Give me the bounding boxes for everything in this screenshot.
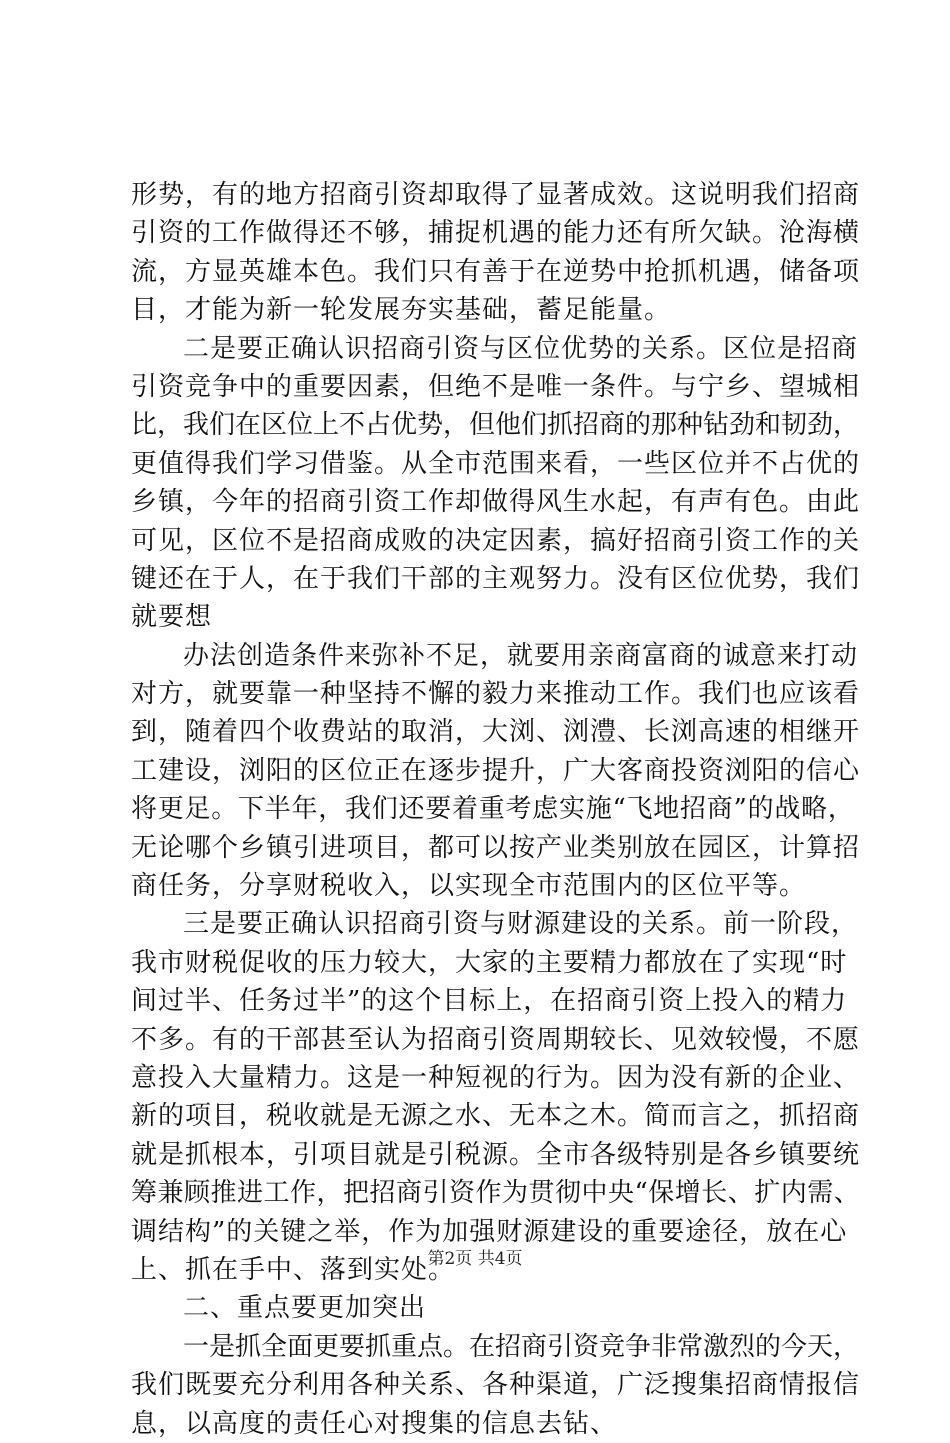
text-line: 就要想 xyxy=(131,602,213,633)
text-line: 比，我们在区位上不占优势，但他们抓招商的那种钻劲和韧劲， xyxy=(131,410,860,441)
text-line: 到，随着四个收费站的取消，大浏、浏澧、长浏高速的相继开 xyxy=(131,717,861,748)
text-line: 三是要正确认识招商引资与财源建设的关系。前一阶段， xyxy=(183,909,859,940)
text-line: 引资的工作做得还不够，捕捉机遇的能力还有所欠缺。沧海横 xyxy=(131,218,861,249)
text-line: 引资竞争中的重要因素，但绝不是唯一条件。与宁乡、望城相 xyxy=(131,371,861,402)
text-line: 键还在于人，在于我们干部的主观努力。没有区位优势，我们 xyxy=(131,563,861,594)
page-footer: 第2页 共4页 xyxy=(427,1249,523,1269)
text-line: 乡镇，今年的招商引资工作却做得风生水起，有声有色。由此 xyxy=(131,487,861,518)
text-line: 筹兼顾推进工作，把招商引资作为贯彻中央“保增长、扩内需、 xyxy=(131,1178,861,1209)
text-line: 办法创造条件来弥补不足，就要用亲商富商的诚意来打动 xyxy=(183,640,859,671)
text-line: 二是要正确认识招商引资与区位优势的关系。区位是招商 xyxy=(183,333,859,364)
text-line: 商任务，分享财税收入，以实现全市范围内的区位平等。 xyxy=(131,871,807,902)
text-line: 目，才能为新一轮发展夯实基础，蓄足能量。 xyxy=(131,295,672,326)
text-line: 调结构”的关键之举，作为加强财源建设的重要途径，放在心 xyxy=(131,1216,848,1247)
text-line: 将更足。下半年，我们还要着重考虑实施“飞地招商”的战略， xyxy=(131,794,855,825)
text-line: 我们既要充分利用各种关系、各种渠道，广泛搜集招商情报信 xyxy=(131,1370,861,1401)
text-line: 息，以高度的责任心对搜集的信息去钻、 xyxy=(131,1408,618,1439)
text-line: 更值得我们学习借鉴。从全市范围来看，一些区位并不占优的 xyxy=(131,448,861,479)
text-line: 新的项目，税收就是无源之水、无本之木。简而言之，抓招商 xyxy=(131,1101,861,1132)
text-line: 不多。有的干部甚至认为招商引资周期较长、见效较慢，不愿 xyxy=(131,1024,861,1055)
text-line: 就是抓根本，引项目就是引税源。全市各级特别是各乡镇要统 xyxy=(131,1139,861,1170)
text-line: 上、抓在手中、落到实处。 xyxy=(131,1254,456,1285)
text-line: 意投入大量精力。这是一种短视的行为。因为没有新的企业、 xyxy=(131,1062,861,1093)
text-line: 可见，区位不是招商成败的决定因素，搞好招商引资工作的关 xyxy=(131,525,861,556)
text-line: 流，方显英雄本色。我们只有善于在逆势中抢抓机遇，储备项 xyxy=(131,256,861,287)
text-line: 工建设，浏阳的区位正在逐步提升，广大客商投资浏阳的信心 xyxy=(131,755,861,786)
text-line: 一是抓全面更要抓重点。在招商引资竞争非常激烈的今天， xyxy=(183,1331,860,1362)
text-line: 形势，有的地方招商引资却取得了显著成效。这说明我们招商 xyxy=(131,180,861,210)
text-line: 二、重点要更加突出 xyxy=(183,1293,427,1324)
text-line: 无论哪个乡镇引进项目，都可以按产业类别放在园区，计算招 xyxy=(131,832,861,863)
text-line: 对方，就要靠一种坚持不懈的毅力来推动工作。我们也应该看 xyxy=(131,679,861,710)
text-line: 我市财税促收的压力较大，大家的主要精力都放在了实现“时 xyxy=(131,947,848,978)
text-line: 间过半、任务过半”的这个目标上，在招商引资上投入的精力 xyxy=(131,986,848,1017)
